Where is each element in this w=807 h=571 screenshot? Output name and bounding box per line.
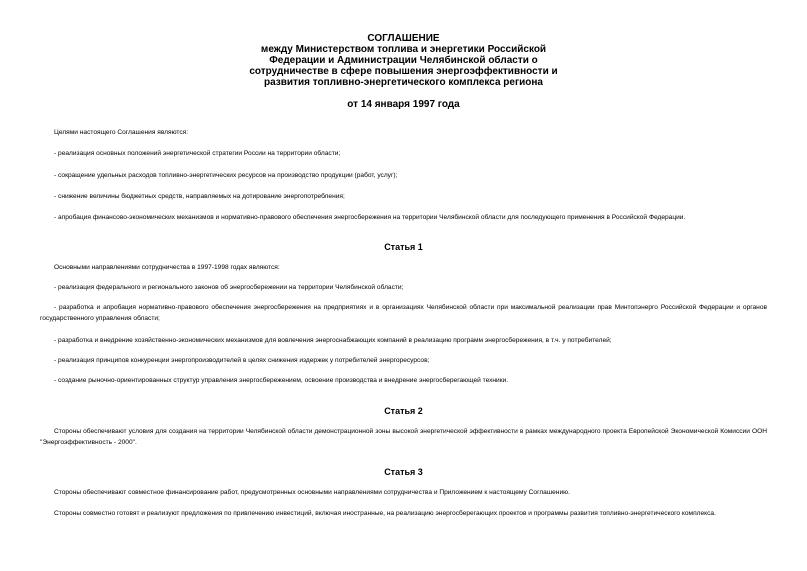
article3-heading: Статья 3 [384, 467, 423, 477]
article1-heading: Статья 1 [384, 242, 423, 252]
article1-item: - разработка и апробация нормативно-правового обеспечения энергосбережения на предприятиях и в организациях Челябинской области при максимальной реализации прав Минтопэнерго Российской Федерации и органов государственного управления области; [40, 304, 767, 322]
intro-item: - снижение величины бюджетных средств, направляемых на дотирование энергопотребления; [54, 193, 345, 200]
document-date: от 14 января 1997 года [347, 99, 460, 110]
title-line: сотрудничестве в сфере повышения энергоэффективности и [249, 66, 558, 77]
intro-item: - сокращение удельных расходов топливно-энергетических ресурсов на производство продукции (работ, услуг); [54, 172, 398, 179]
title-line: между Министерством топлива и энергетики Российской [260, 44, 547, 55]
article3-paragraph: Стороны обеспечивают совместное финансирование работ, предусмотренных основными направлениями сотрудничества и Приложением к настоящему Соглашению. [54, 489, 570, 496]
title-line: СОГЛАШЕНИЕ [367, 33, 440, 44]
title-line: Федерации и Администрации Челябинской области о [269, 55, 538, 66]
title-line: развития топливно-энергетического комплекса региона [264, 77, 543, 88]
article1-item: - разработка и внедрение хозяйственно-экономических механизмов для вовлечения энергоснабжающих компаний в реализацию программ энергосбережения, в т.ч. у потребителей; [54, 337, 612, 344]
article1-lead: Основными направлениями сотрудничества в 1997-1998 годах являются: [54, 264, 280, 271]
intro-item: - апробация финансово-экономических механизмов и нормативно-правового обеспечения энергосбережения на территории Челябинской области для последующего применения в Российской Федерации. [54, 214, 686, 221]
document-title [0, 33, 807, 88]
article1-item: - создание рыночно-ориентированных структур управления энергосбережением, освоение производства и внедрение энергосберегающей техники. [54, 377, 509, 384]
intro-lead: Целями настоящего Соглашения являются: [54, 129, 189, 136]
article3-paragraph: Стороны совместно готовят и реализуют предложения по привлечению инвестиций, включая иностранные, на реализацию энергосберегающих проектов и программы развития топливно-энергетического комплекса. [54, 510, 716, 517]
article1-item: - реализация федерального и регионального законов об энергосбережении на территории Челябинской области; [54, 284, 404, 291]
article1-item: - реализация принципов конкуренции энергопроизводителей в целях снижения издержек у потребителей энергоресурсов; [54, 357, 430, 364]
article2-text: Стороны обеспечивают условия для создания на территории Челябинской области демонстрационной зоны высокой энергетической эффективности в рамках международного проекта Европейской Экономической Комиссии ООН "Энергоэффективность - 2000". [40, 428, 767, 446]
article2-heading: Статья 2 [384, 406, 423, 416]
intro-item: - реализация основных положений энергетической стратегии России на территории области; [54, 150, 341, 157]
